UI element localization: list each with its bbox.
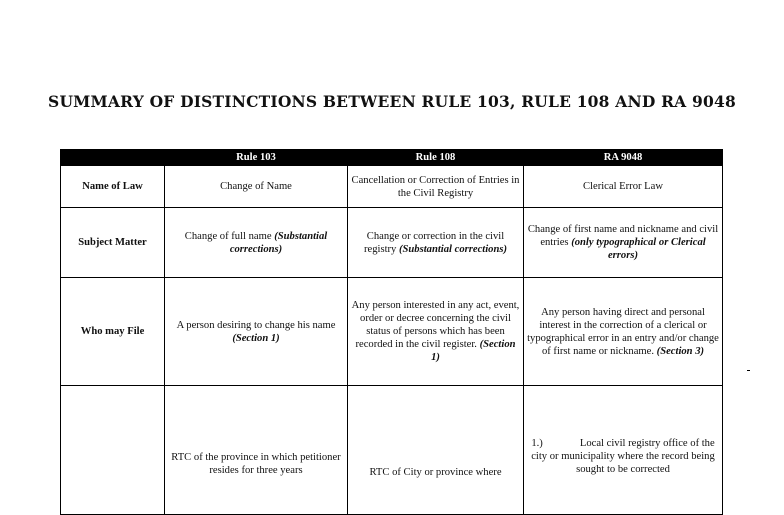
cell-ra-9048 — [524, 208, 723, 278]
row-label-who-may-file: Who may File — [61, 278, 165, 386]
cell-emphasis: (Section 1) — [232, 332, 280, 344]
cell-text: Any person having direct and personal interest in the correction of a clerical or typographical error in an entry and/or change of first name or nickname. — [527, 306, 719, 357]
row-label-venue — [61, 386, 165, 515]
cell-rule-103: Change of Name — [165, 166, 348, 208]
table-row — [61, 166, 723, 208]
cell-text: Any person interested in any act, event, order or decree concerning the civil status of persons which has been recorded in the civil register. — [351, 300, 520, 350]
cell-ra-9048 — [524, 278, 723, 386]
cell-emphasis: (Substantial corrections) — [229, 230, 328, 255]
cell-rule-103 — [165, 278, 348, 386]
cell-ra-9048: 1.) Local civil registry office of the city or municipality where the record being sought to be corrected — [524, 386, 723, 515]
cell-rule-108 — [348, 208, 524, 278]
cell-text: Change or correction in the civil registry — [363, 230, 505, 255]
table-row — [61, 208, 723, 278]
cell-emphasis: (only typographical or Clerical errors) — [571, 237, 706, 261]
header-rule-103: Rule 103 — [165, 150, 348, 166]
cell-rule-108 — [348, 278, 524, 386]
cell-emphasis: (Section 1) — [431, 339, 516, 363]
cell-text: Change of full name — [184, 230, 275, 242]
header-ra-9048: RA 9048 — [524, 150, 723, 166]
cell-text: Change of first name and nickname and civil entries — [527, 224, 719, 248]
table-header-row — [61, 150, 723, 166]
cell-emphasis: (Substantial corrections) — [399, 243, 508, 255]
cell-emphasis: (Section 3) — [656, 345, 705, 357]
row-label-name-of-law: Name of Law — [61, 166, 165, 208]
distinctions-table — [60, 149, 742, 515]
cell-text: A person desiring to change his name — [176, 319, 336, 331]
header-rule-108: Rule 108 — [348, 150, 524, 166]
cell-rule-108: RTC of City or province where — [348, 386, 524, 515]
cell-ra-9048: Clerical Error Law — [524, 166, 723, 208]
row-label-subject-matter: Subject Matter — [61, 208, 165, 278]
table-row — [61, 386, 723, 515]
cell-rule-103 — [165, 208, 348, 278]
document-title: SUMMARY OF DISTINCTIONS BETWEEN RULE 103, RULE 108 AND RA 9048 — [48, 92, 736, 111]
cell-rule-108: Cancellation or Correction of Entries in the Civil Registry — [348, 166, 524, 208]
header-blank — [61, 150, 165, 166]
cell-rule-103: RTC of the province in which petitioner resides for three years — [165, 386, 348, 515]
table-row — [61, 278, 723, 386]
margin-mark — [747, 370, 750, 371]
